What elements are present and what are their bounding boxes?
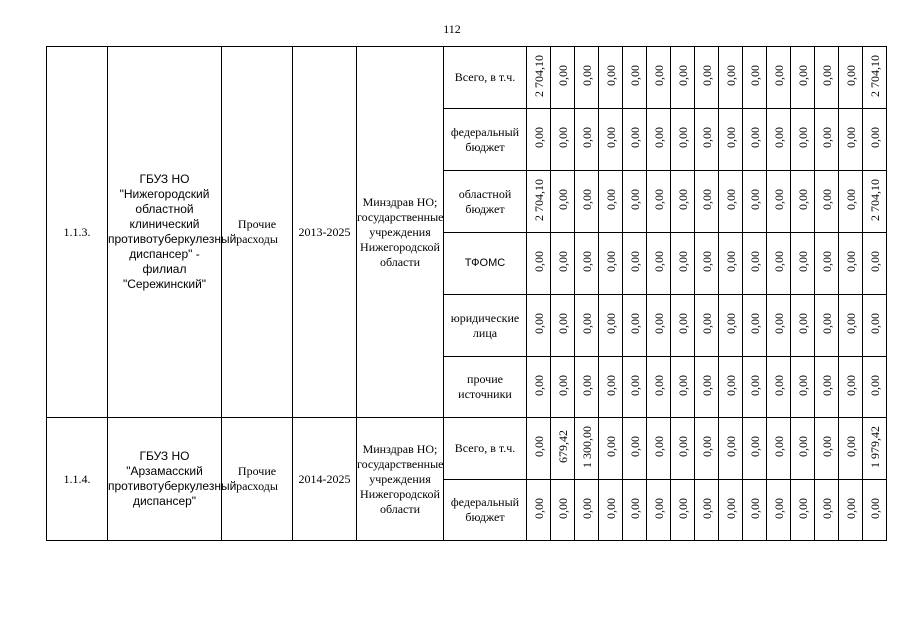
value-text: 2 704,10 — [867, 54, 882, 97]
value-cell — [599, 109, 623, 171]
value-text: 0,00 — [795, 436, 810, 457]
value-cell — [695, 109, 719, 171]
value-text: 0,00 — [531, 251, 546, 272]
value-text: 0,00 — [699, 127, 714, 148]
value-text: 0,00 — [795, 374, 810, 396]
value-cell — [527, 47, 551, 109]
value-text: 0,00 — [771, 436, 786, 457]
value-text: 0,00 — [771, 497, 786, 519]
value-cell — [623, 480, 647, 541]
value-cell — [575, 47, 599, 109]
value-text: 0,00 — [531, 313, 546, 334]
value-cell — [551, 357, 575, 418]
value-text: 0,00 — [627, 65, 642, 86]
value-cell — [719, 357, 743, 418]
value-text: 0,00 — [627, 374, 642, 396]
value-cell — [695, 357, 719, 418]
expense-type: Прочие расходы — [222, 47, 293, 418]
value-cell — [815, 357, 839, 418]
value-text: 0,00 — [795, 127, 810, 148]
value-text: 1 300,00 — [579, 425, 594, 468]
value-cell — [791, 171, 815, 233]
value-text: 0,00 — [747, 65, 762, 86]
value-cell — [575, 418, 599, 480]
value-cell — [671, 480, 695, 541]
value-text: 0,00 — [627, 436, 642, 457]
value-cell — [839, 171, 863, 233]
value-text: 0,00 — [555, 497, 570, 519]
value-cell — [791, 480, 815, 541]
value-text: 0,00 — [555, 65, 570, 86]
value-text: 0,00 — [603, 497, 618, 519]
value-cell — [671, 47, 695, 109]
value-text: 0,00 — [531, 497, 546, 519]
value-cell — [527, 233, 551, 295]
value-text: 0,00 — [699, 374, 714, 396]
funding-source: областной бюджет — [444, 171, 527, 233]
value-text: 0,00 — [843, 313, 858, 334]
value-text: 0,00 — [555, 313, 570, 334]
value-text: 0,00 — [723, 497, 738, 519]
value-cell — [623, 233, 647, 295]
value-text: 0,00 — [819, 127, 834, 148]
value-cell — [551, 47, 575, 109]
value-cell — [839, 418, 863, 480]
value-cell — [839, 47, 863, 109]
value-cell — [527, 109, 551, 171]
value-text: 0,00 — [603, 189, 618, 210]
value-text: 0,00 — [819, 497, 834, 519]
value-text: 0,00 — [699, 313, 714, 334]
value-text: 0,00 — [819, 65, 834, 86]
value-text: 0,00 — [579, 497, 594, 519]
value-cell — [527, 480, 551, 541]
value-cell — [623, 295, 647, 357]
value-cell — [767, 47, 791, 109]
value-text: 0,00 — [699, 436, 714, 457]
value-cell — [647, 47, 671, 109]
value-cell — [647, 109, 671, 171]
value-text: 0,00 — [579, 189, 594, 210]
value-text: 0,00 — [795, 189, 810, 210]
value-cell — [551, 109, 575, 171]
value-cell — [551, 233, 575, 295]
value-text: 0,00 — [771, 374, 786, 396]
value-text: 0,00 — [651, 436, 666, 457]
value-cell — [791, 418, 815, 480]
value-cell — [815, 418, 839, 480]
funding-source: федеральный бюджет — [444, 480, 527, 541]
value-cell — [575, 233, 599, 295]
value-cell — [743, 233, 767, 295]
value-cell — [599, 295, 623, 357]
value-text: 0,00 — [819, 189, 834, 210]
value-text: 0,00 — [531, 127, 546, 148]
value-text: 0,00 — [579, 127, 594, 148]
value-text: 0,00 — [627, 251, 642, 272]
organization-name: ГБУЗ НО "Нижегородский областной клинический противотуберкулезный диспансер" - филиал "Сережинский" — [108, 47, 222, 418]
value-cell — [743, 171, 767, 233]
value-cell — [839, 109, 863, 171]
value-text: 0,00 — [699, 497, 714, 519]
table-row — [47, 418, 887, 480]
value-cell — [815, 233, 839, 295]
value-cell — [647, 233, 671, 295]
value-cell — [599, 233, 623, 295]
value-cell — [815, 171, 839, 233]
value-cell — [719, 418, 743, 480]
value-text: 0,00 — [579, 65, 594, 86]
value-text: 0,00 — [651, 251, 666, 272]
value-text: 0,00 — [795, 251, 810, 272]
value-cell — [575, 109, 599, 171]
value-cell — [671, 233, 695, 295]
value-text: 0,00 — [531, 374, 546, 396]
years-range: 2014-2025 — [293, 418, 357, 541]
value-cell — [551, 295, 575, 357]
value-text: 0,00 — [675, 127, 690, 148]
value-cell — [863, 295, 887, 357]
section-code: 1.1.3. — [47, 47, 108, 418]
value-cell — [719, 233, 743, 295]
value-text: 0,00 — [795, 65, 810, 86]
value-text: 679,42 — [555, 430, 570, 463]
value-cell — [575, 480, 599, 541]
value-cell — [551, 480, 575, 541]
value-cell — [743, 47, 767, 109]
value-text: 0,00 — [819, 374, 834, 396]
funding-source: Всего, в т.ч. — [444, 47, 527, 109]
value-cell — [767, 233, 791, 295]
value-text: 0,00 — [627, 189, 642, 210]
value-text: 0,00 — [675, 374, 690, 396]
table-row — [47, 47, 887, 109]
value-text: 0,00 — [843, 374, 858, 396]
value-cell — [599, 480, 623, 541]
value-text: 0,00 — [675, 65, 690, 86]
organization-name: ГБУЗ НО "Арзамасский противотуберкулезный диспансер" — [108, 418, 222, 541]
value-text: 0,00 — [723, 65, 738, 86]
value-text: 0,00 — [867, 251, 882, 272]
value-text: 0,00 — [627, 497, 642, 519]
value-text: 0,00 — [723, 374, 738, 396]
expense-type: Прочие расходы — [222, 418, 293, 541]
value-cell — [791, 357, 815, 418]
value-text: 0,00 — [555, 251, 570, 272]
value-cell — [623, 357, 647, 418]
value-cell — [671, 418, 695, 480]
value-text: 0,00 — [747, 436, 762, 457]
value-text: 2 704,10 — [867, 178, 882, 221]
value-text: 0,00 — [747, 127, 762, 148]
value-cell — [647, 357, 671, 418]
value-text: 0,00 — [771, 127, 786, 148]
value-cell — [767, 418, 791, 480]
executor: Минздрав НО; государственные учреждения Нижегородской области — [357, 418, 444, 541]
value-cell — [527, 295, 551, 357]
value-cell — [863, 171, 887, 233]
value-cell — [791, 47, 815, 109]
value-text: 0,00 — [651, 374, 666, 396]
value-cell — [671, 171, 695, 233]
value-cell — [767, 357, 791, 418]
value-text: 0,00 — [867, 374, 882, 396]
value-text: 0,00 — [795, 313, 810, 334]
value-cell — [623, 171, 647, 233]
value-cell — [647, 171, 671, 233]
value-text: 0,00 — [627, 127, 642, 148]
value-cell — [719, 480, 743, 541]
value-cell — [671, 109, 695, 171]
value-cell — [599, 47, 623, 109]
value-text: 0,00 — [651, 189, 666, 210]
page-number: 112 — [443, 22, 461, 36]
value-cell — [695, 171, 719, 233]
table-body — [47, 47, 887, 541]
value-cell — [815, 47, 839, 109]
value-cell — [599, 171, 623, 233]
value-cell — [767, 480, 791, 541]
value-text: 0,00 — [723, 127, 738, 148]
value-text: 0,00 — [699, 65, 714, 86]
value-text: 0,00 — [603, 127, 618, 148]
value-cell — [719, 47, 743, 109]
value-cell — [671, 357, 695, 418]
value-text: 0,00 — [555, 127, 570, 148]
value-cell — [743, 480, 767, 541]
value-text: 0,00 — [771, 65, 786, 86]
value-text: 0,00 — [843, 497, 858, 519]
value-cell — [695, 418, 719, 480]
value-cell — [863, 357, 887, 418]
value-text: 0,00 — [747, 251, 762, 272]
value-cell — [863, 47, 887, 109]
value-cell — [863, 418, 887, 480]
value-text: 0,00 — [675, 189, 690, 210]
value-cell — [791, 233, 815, 295]
value-cell — [719, 295, 743, 357]
value-text: 0,00 — [675, 497, 690, 519]
value-cell — [743, 109, 767, 171]
value-text: 0,00 — [579, 251, 594, 272]
value-cell — [575, 295, 599, 357]
value-text: 0,00 — [603, 374, 618, 396]
value-cell — [743, 357, 767, 418]
value-cell — [791, 295, 815, 357]
value-text: 0,00 — [699, 251, 714, 272]
years-range: 2013-2025 — [293, 47, 357, 418]
value-cell — [719, 109, 743, 171]
value-text: 0,00 — [603, 436, 618, 457]
section-code: 1.1.4. — [47, 418, 108, 541]
value-text: 0,00 — [843, 127, 858, 148]
value-text: 0,00 — [627, 313, 642, 334]
value-text: 0,00 — [651, 127, 666, 148]
value-text: 0,00 — [555, 374, 570, 396]
value-cell — [551, 418, 575, 480]
value-text: 0,00 — [699, 189, 714, 210]
value-cell — [743, 295, 767, 357]
value-text: 0,00 — [867, 497, 882, 519]
value-text: 0,00 — [771, 189, 786, 210]
value-cell — [791, 109, 815, 171]
value-cell — [719, 171, 743, 233]
funding-source: юридические лица — [444, 295, 527, 357]
value-text: 0,00 — [579, 374, 594, 396]
value-text: 0,00 — [819, 436, 834, 457]
value-text: 0,00 — [867, 127, 882, 148]
value-cell — [575, 171, 599, 233]
value-cell — [839, 480, 863, 541]
value-cell — [647, 295, 671, 357]
value-cell — [839, 233, 863, 295]
value-cell — [815, 109, 839, 171]
value-text: 0,00 — [795, 497, 810, 519]
value-cell — [599, 357, 623, 418]
value-cell — [743, 418, 767, 480]
value-text: 0,00 — [675, 436, 690, 457]
value-cell — [839, 357, 863, 418]
value-cell — [695, 480, 719, 541]
value-text: 0,00 — [603, 65, 618, 86]
value-cell — [623, 47, 647, 109]
value-cell — [815, 295, 839, 357]
value-text: 0,00 — [603, 313, 618, 334]
executor: Минздрав НО; государственные учреждения Нижегородской области — [357, 47, 444, 418]
value-text: 0,00 — [723, 251, 738, 272]
value-text: 0,00 — [843, 436, 858, 457]
value-text: 0,00 — [771, 251, 786, 272]
value-text: 0,00 — [747, 374, 762, 396]
value-cell — [695, 233, 719, 295]
value-text: 0,00 — [651, 313, 666, 334]
value-text: 0,00 — [723, 189, 738, 210]
value-text: 0,00 — [531, 436, 546, 457]
value-cell — [695, 47, 719, 109]
value-text: 0,00 — [843, 189, 858, 210]
value-text: 0,00 — [843, 251, 858, 272]
value-text: 0,00 — [747, 313, 762, 334]
value-cell — [863, 109, 887, 171]
value-cell — [647, 418, 671, 480]
value-cell — [527, 357, 551, 418]
value-cell — [527, 171, 551, 233]
value-text: 0,00 — [651, 65, 666, 86]
value-text: 0,00 — [843, 65, 858, 86]
value-cell — [551, 171, 575, 233]
value-cell — [839, 295, 863, 357]
value-cell — [623, 418, 647, 480]
value-cell — [815, 480, 839, 541]
value-text: 0,00 — [555, 189, 570, 210]
value-text: 2 704,10 — [531, 178, 546, 221]
budget-table — [46, 46, 887, 541]
value-text: 0,00 — [651, 497, 666, 519]
funding-source: прочие источники — [444, 357, 527, 418]
value-text: 0,00 — [747, 189, 762, 210]
value-text: 0,00 — [819, 251, 834, 272]
value-text: 0,00 — [819, 313, 834, 334]
funding-source: ТФОМС — [444, 233, 527, 295]
value-cell — [527, 418, 551, 480]
value-text: 0,00 — [579, 313, 594, 334]
value-cell — [863, 233, 887, 295]
funding-source: федеральный бюджет — [444, 109, 527, 171]
value-text: 2 704,10 — [531, 54, 546, 97]
value-text: 0,00 — [867, 313, 882, 334]
value-text: 0,00 — [675, 251, 690, 272]
value-text: 0,00 — [723, 313, 738, 334]
value-cell — [599, 418, 623, 480]
value-cell — [695, 295, 719, 357]
value-text: 0,00 — [603, 251, 618, 272]
value-cell — [623, 109, 647, 171]
value-text: 0,00 — [723, 436, 738, 457]
value-cell — [767, 295, 791, 357]
value-text: 0,00 — [675, 313, 690, 334]
value-text: 0,00 — [771, 313, 786, 334]
value-cell — [647, 480, 671, 541]
value-cell — [767, 109, 791, 171]
value-cell — [767, 171, 791, 233]
value-text: 1 979,42 — [867, 425, 882, 468]
funding-source: Всего, в т.ч. — [444, 418, 527, 480]
value-text: 0,00 — [747, 497, 762, 519]
value-cell — [575, 357, 599, 418]
value-cell — [671, 295, 695, 357]
value-cell — [863, 480, 887, 541]
